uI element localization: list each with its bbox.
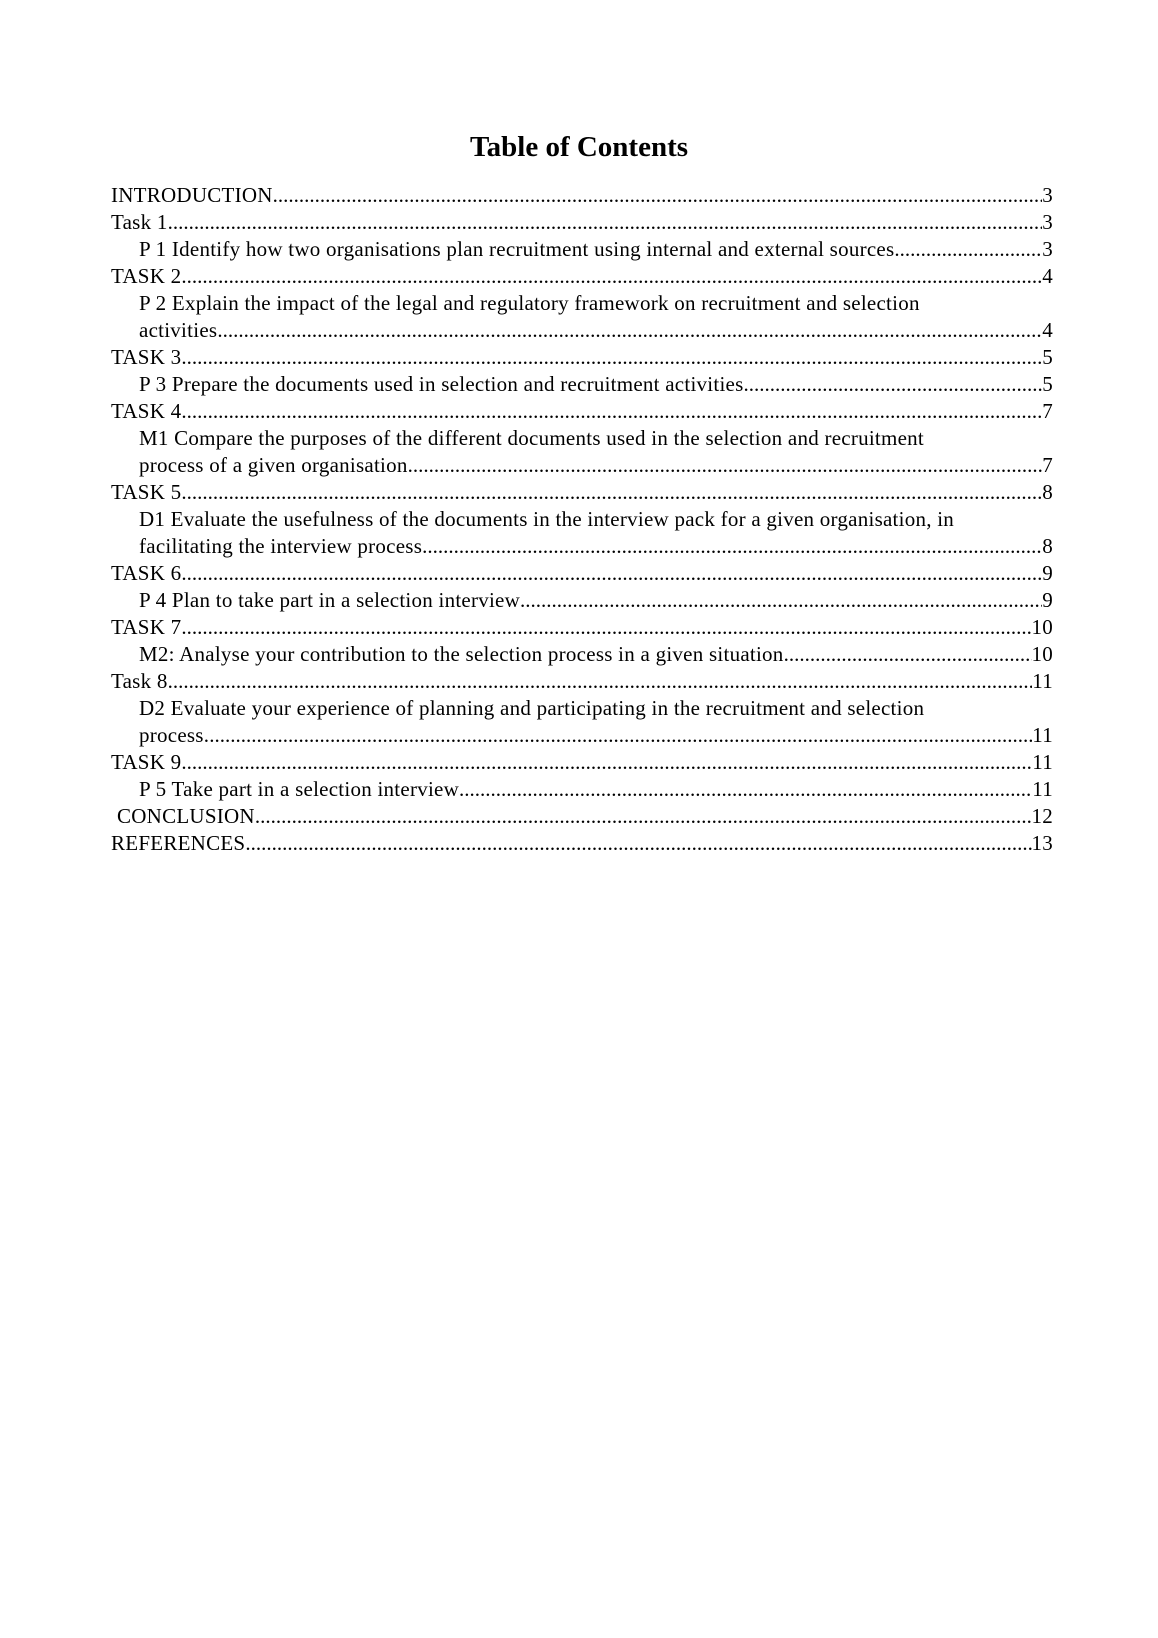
toc-entry-text: Task 8 <box>111 669 168 693</box>
toc-entry-task-9[interactable] <box>111 749 1053 776</box>
leader-dots <box>168 668 1033 695</box>
toc-page-number: 8 <box>1042 480 1053 504</box>
toc-page-number: 10 <box>1031 642 1053 666</box>
toc-page-number: 9 <box>1042 588 1053 612</box>
leader-dots <box>209 722 1032 749</box>
toc-page-number: 8 <box>1042 534 1053 558</box>
leader-dots <box>181 560 1042 587</box>
toc-entry-task-2[interactable] <box>111 263 1053 290</box>
toc-entry-text: P 1 Identify how two organisations plan recruitment using internal and external sources <box>139 237 895 261</box>
toc-entry-text: TASK 6 <box>111 561 182 585</box>
toc-entry-task-1[interactable] <box>111 209 1053 236</box>
toc-page-number: 10 <box>1031 615 1053 639</box>
leader-dots <box>459 776 1032 803</box>
toc-page-number: 9 <box>1042 561 1053 585</box>
toc-entry-text: REFERENCES <box>111 831 246 855</box>
toc-entry-text: activities <box>139 318 218 342</box>
leader-dots <box>181 479 1042 506</box>
toc-entry-task-5[interactable] <box>111 479 1053 506</box>
toc-entry-d1[interactable] <box>111 506 1053 560</box>
toc-entry-text: TASK 3 <box>111 345 182 369</box>
toc-page-number: 11 <box>1032 669 1053 693</box>
toc-entry-p1[interactable] <box>111 236 1053 263</box>
leader-dots <box>784 641 1032 668</box>
toc-entry-task-4[interactable] <box>111 398 1053 425</box>
leader-dots <box>273 182 1043 209</box>
toc-page-number: 4 <box>1042 264 1053 288</box>
toc-entry-text: P 4 Plan to take part in a selection interview <box>139 588 521 612</box>
toc-page-number: 7 <box>1042 453 1053 477</box>
toc-page-number: 5 <box>1042 372 1053 396</box>
toc-page-number: 11 <box>1032 777 1053 801</box>
leader-dots <box>181 344 1042 371</box>
toc-entry-text-line1: D2 Evaluate your experience of planning and participating in the recruitment and selection <box>139 696 925 720</box>
toc-entry-text: TASK 9 <box>111 750 182 774</box>
leader-dots <box>181 614 1031 641</box>
toc-entry-text: process of a given organisation <box>139 453 408 477</box>
leader-dots <box>181 749 1032 776</box>
toc-entry-conclusion[interactable] <box>111 803 1053 830</box>
toc-entry-text: P 3 Prepare the documents used in selection and recruitment activities <box>139 372 744 396</box>
toc-entry-text: process. <box>139 723 210 747</box>
toc-entry-text: facilitating the interview process <box>139 534 423 558</box>
toc-page-number: 4 <box>1042 318 1053 342</box>
toc-entry-references[interactable] <box>111 830 1053 857</box>
toc-entry-m1[interactable] <box>111 425 1053 479</box>
leader-dots <box>744 371 1043 398</box>
toc-page-number: 3 <box>1042 183 1053 207</box>
toc-entry-p2[interactable] <box>111 290 1053 344</box>
toc-page-number: 12 <box>1031 804 1053 828</box>
toc-page-number: 11 <box>1032 723 1053 747</box>
leader-dots <box>408 452 1043 479</box>
toc-entry-text: INTRODUCTION <box>111 183 273 207</box>
toc-entry-m2[interactable] <box>111 641 1053 668</box>
toc-entry-text-line1: P 2 Explain the impact of the legal and regulatory framework on recruitment and selection <box>139 291 920 315</box>
leader-dots <box>168 209 1043 236</box>
toc-entry-task-6[interactable] <box>111 560 1053 587</box>
toc-entry-text: TASK 2 <box>111 264 182 288</box>
toc-entry-text: Task 1 <box>111 210 168 234</box>
toc-page-number: 5 <box>1042 345 1053 369</box>
toc-entry-task-8[interactable] <box>111 668 1053 695</box>
toc-title: Table of Contents <box>469 131 689 163</box>
toc-entry-text: TASK 5 <box>111 480 182 504</box>
toc-entry-task-7[interactable] <box>111 614 1053 641</box>
toc-entry-p3[interactable] <box>111 371 1053 398</box>
leader-dots <box>422 533 1042 560</box>
toc-entry-d2[interactable] <box>111 695 1053 749</box>
leader-dots <box>255 803 1032 830</box>
toc-entry-p4[interactable] <box>111 587 1053 614</box>
leader-dots <box>520 587 1042 614</box>
toc-entry-text: P 5 Take part in a selection interview <box>139 777 460 801</box>
table-of-contents <box>111 182 1053 857</box>
toc-entry-p5[interactable] <box>111 776 1053 803</box>
leader-dots <box>217 317 1042 344</box>
toc-page-number: 3 <box>1042 237 1053 261</box>
leader-dots <box>245 830 1031 857</box>
toc-entry-text: TASK 7 <box>111 615 182 639</box>
toc-entry-task-3[interactable] <box>111 344 1053 371</box>
toc-entry-text: TASK 4 <box>111 399 182 423</box>
leader-dots <box>181 398 1042 425</box>
toc-entry-text: M2: Analyse your contribution to the selection process in a given situation <box>139 642 784 666</box>
toc-page-number: 11 <box>1032 750 1053 774</box>
toc-page-number: 13 <box>1031 831 1053 855</box>
toc-page-number: 3 <box>1042 210 1053 234</box>
toc-entry-introduction[interactable] <box>111 182 1053 209</box>
toc-page-number: 7 <box>1042 399 1053 423</box>
toc-entry-text-line1: M1 Compare the purposes of the different documents used in the selection and recruitment <box>139 426 924 450</box>
toc-entry-text: CONCLUSION <box>117 804 255 828</box>
toc-entry-text-line1: D1 Evaluate the usefulness of the documents in the interview pack for a given organisation, in <box>139 507 955 531</box>
leader-dots <box>894 236 1042 263</box>
leader-dots <box>181 263 1042 290</box>
